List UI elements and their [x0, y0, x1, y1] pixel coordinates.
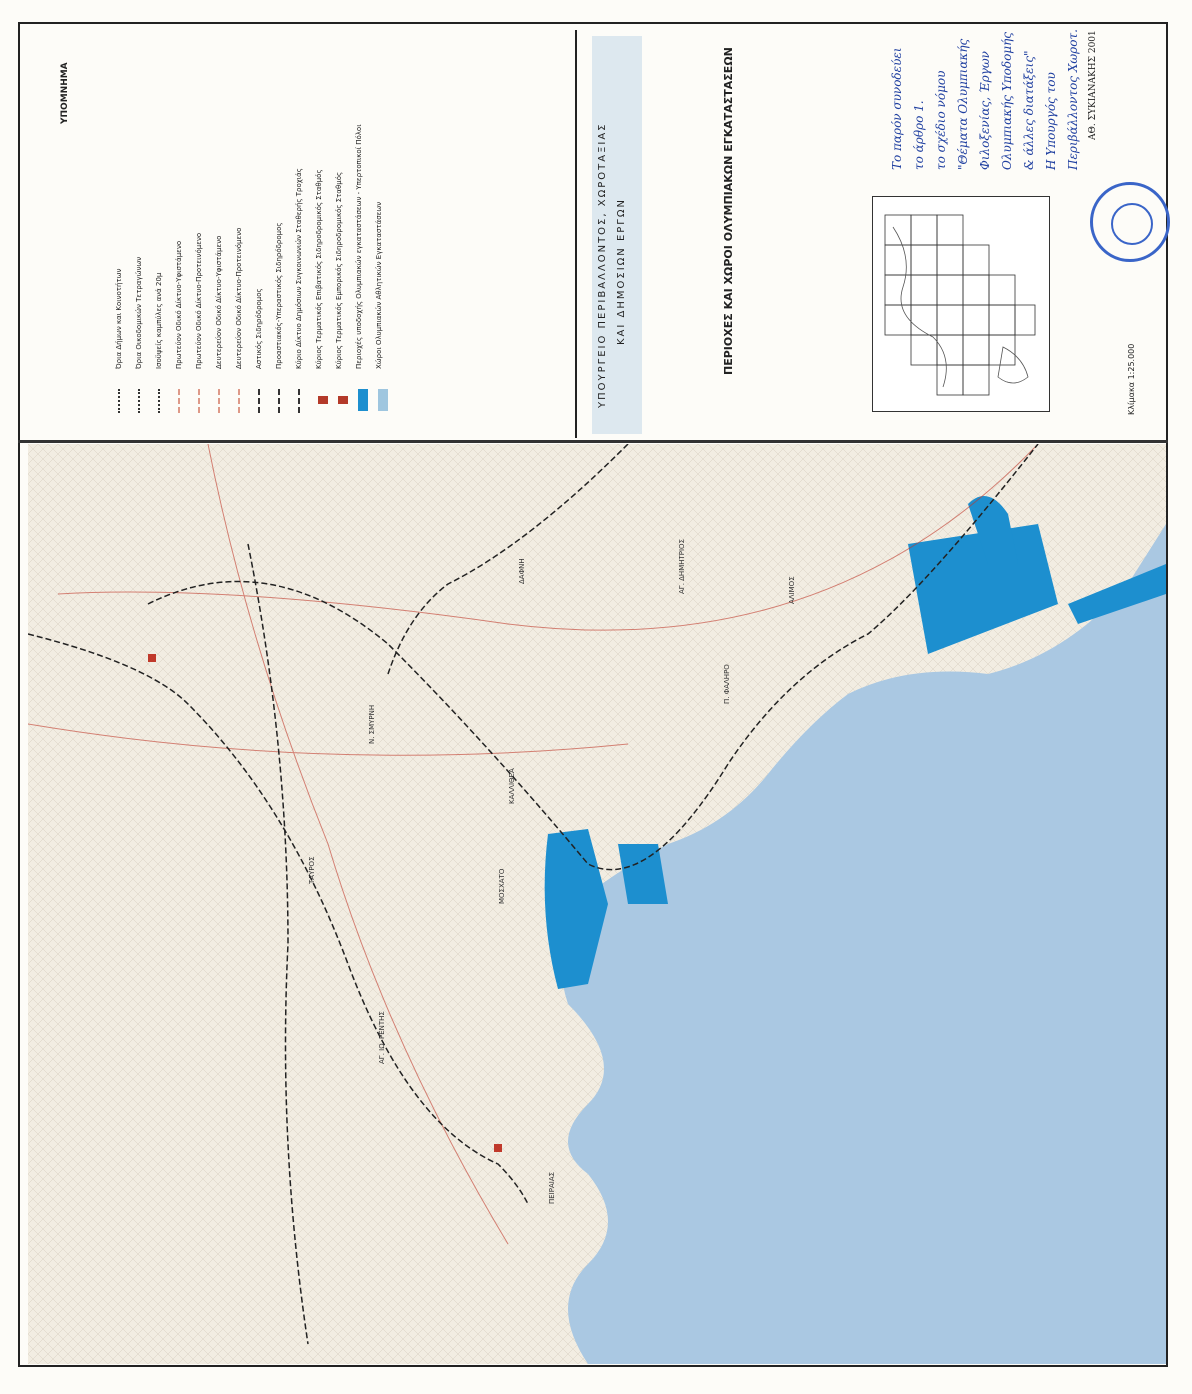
- rail-station-icon: [148, 654, 156, 662]
- map-place-label: ΚΑΛΛΙΘΕΑ: [508, 768, 516, 804]
- legend-item-label: Κύριος Τερματικός Επιβατικός Σιδηροδρομικός Σταθμός: [315, 169, 323, 369]
- legend-symbol: [178, 389, 190, 413]
- ministry-name-line2: ΚΑΙ ΔΗΜΟΣΙΩΝ ΕΡΓΩΝ: [616, 198, 627, 345]
- legend-item-label: Πρωτεύον Οδικό Δίκτυο-Προτεινόμενο: [195, 232, 203, 369]
- legend-item-label: Περιοχές υποδοχής Ολυμπιακών εγκαταστάσεων - Υπερτοπικοί Πόλοι: [355, 124, 363, 369]
- handwritten-annotation-line: το άρθρο 1.: [912, 100, 926, 170]
- legend-item-label: Κύριο Δίκτυο Δημόσιων Συγκοινωνιών Σταθερής Τροχιάς: [295, 168, 303, 369]
- legend-item-label: Αστικός Σιδηρόδρομος: [255, 288, 263, 369]
- legend-symbol: [338, 396, 348, 404]
- legend-symbol: [358, 389, 368, 411]
- map-place-label: Ν. ΣΜΥΡΝΗ: [368, 704, 376, 744]
- legend-item-label: Προαστιακός-Υπεραστικός Σιδηρόδρομος: [275, 222, 283, 369]
- map-place-label: ΑΓ. ΙΩ. ΡΕΝΤΗΣ: [378, 1011, 386, 1064]
- legend-symbol: [158, 389, 170, 413]
- map-place-label: ΑΓ. ΔΗΜΗΤΡΙΟΣ: [678, 539, 686, 594]
- legend-item-label: Χώροι Ολυμπιακών Αθλητικών Εγκαταστάσεων: [375, 201, 383, 369]
- handwritten-annotation-line: Φιλοξενίας, Έργων: [978, 51, 992, 170]
- legend: [20, 24, 575, 438]
- legend-item-label: Κύριος Τερματικός Εμπορικός Σιδηροδρομικός Σταθμός: [335, 171, 343, 369]
- legend-symbol: [198, 389, 210, 413]
- legend-item-label: Δευτερεύον Οδικό Δίκτυο-Προτεινόμενο: [235, 227, 243, 369]
- legend-symbol: [318, 396, 328, 404]
- legend-symbol: [378, 389, 388, 411]
- handwritten-annotation-line: ΑΘ. ΣΥΚΙΑΝΑΚΗΣ 2001: [1088, 30, 1098, 140]
- legend-symbol: [298, 389, 310, 413]
- sheet-divider: [18, 440, 1168, 443]
- handwritten-annotation-line: "Θέματα Ολυμπιακής: [956, 38, 970, 170]
- handwritten-annotation-line: το σχέδιο νόμου: [934, 70, 948, 170]
- legend-title: ΥΠΟΜΝΗΜΑ: [60, 62, 70, 124]
- scale-label: Κλίμακα 1:25.000: [1127, 343, 1136, 415]
- map-area: [28, 444, 1166, 1364]
- map-place-label: ΤΑΥΡΟΣ: [308, 856, 316, 884]
- handwritten-annotation-line: Περιβάλλοντος Χωροτ.: [1066, 29, 1080, 170]
- legend-symbol: [118, 389, 130, 413]
- map-place-label: Π. ΦΑΛΗΡΟ: [723, 664, 731, 704]
- map-place-label: ΔΑΦΝΗ: [518, 558, 526, 584]
- legend-symbol: [218, 389, 230, 413]
- legend-item-label: Ισοϋψείς καμπύλες ανά 20μ: [155, 272, 163, 369]
- ministry-name: ΥΠΟΥΡΓΕΙΟ ΠΕΡΙΒΑΛΛΟΝΤΟΣ, ΧΩΡΟΤΑΞΙΑΣ: [597, 122, 608, 408]
- legend-item-label: Όρια Οικοδομικών Τετραγώνων: [135, 256, 143, 369]
- legend-symbol: [258, 389, 270, 413]
- stamp-emblem-icon: [1111, 203, 1153, 245]
- legend-item-label: Όρια Δήμων και Κοινοτήτων: [115, 268, 123, 369]
- legend-item-label: Δευτερεύον Οδικό Δίκτυο-Υφιστάμενο: [215, 235, 223, 369]
- rail-station-icon: [494, 1144, 502, 1152]
- legend-item-label: Πρωτεύον Οδικό Δίκτυο-Υφιστάμενο: [175, 240, 183, 369]
- index-map: [872, 196, 1050, 412]
- legend-symbol: [238, 389, 250, 413]
- handwritten-annotation-line: & άλλες διατάξεις": [1022, 50, 1036, 170]
- legend-symbol: [278, 389, 290, 413]
- handwritten-annotation-line: Το παρόν συνοδεύει: [890, 47, 904, 170]
- handwritten-annotation-line: Ολυμπιακής Υποδομής: [1000, 31, 1014, 170]
- map-title: ΠΕΡΙΟΧΕΣ ΚΑΙ ΧΩΡΟΙ ΟΛΥΜΠΙΑΚΩΝ ΕΓΚΑΤΑΣΤΑΣΕΩΝ: [722, 47, 735, 375]
- map-place-label: ΠΕΙΡΑΙΑΣ: [548, 1171, 556, 1204]
- official-stamp: [1090, 182, 1170, 262]
- map-place-label: ΜΟΣΧΑΤΟ: [498, 868, 506, 904]
- handwritten-annotation-line: Η Υπουργός του: [1044, 72, 1058, 170]
- map-place-label: ΑΛΙΜΟΣ: [788, 576, 796, 604]
- legend-symbol: [138, 389, 150, 413]
